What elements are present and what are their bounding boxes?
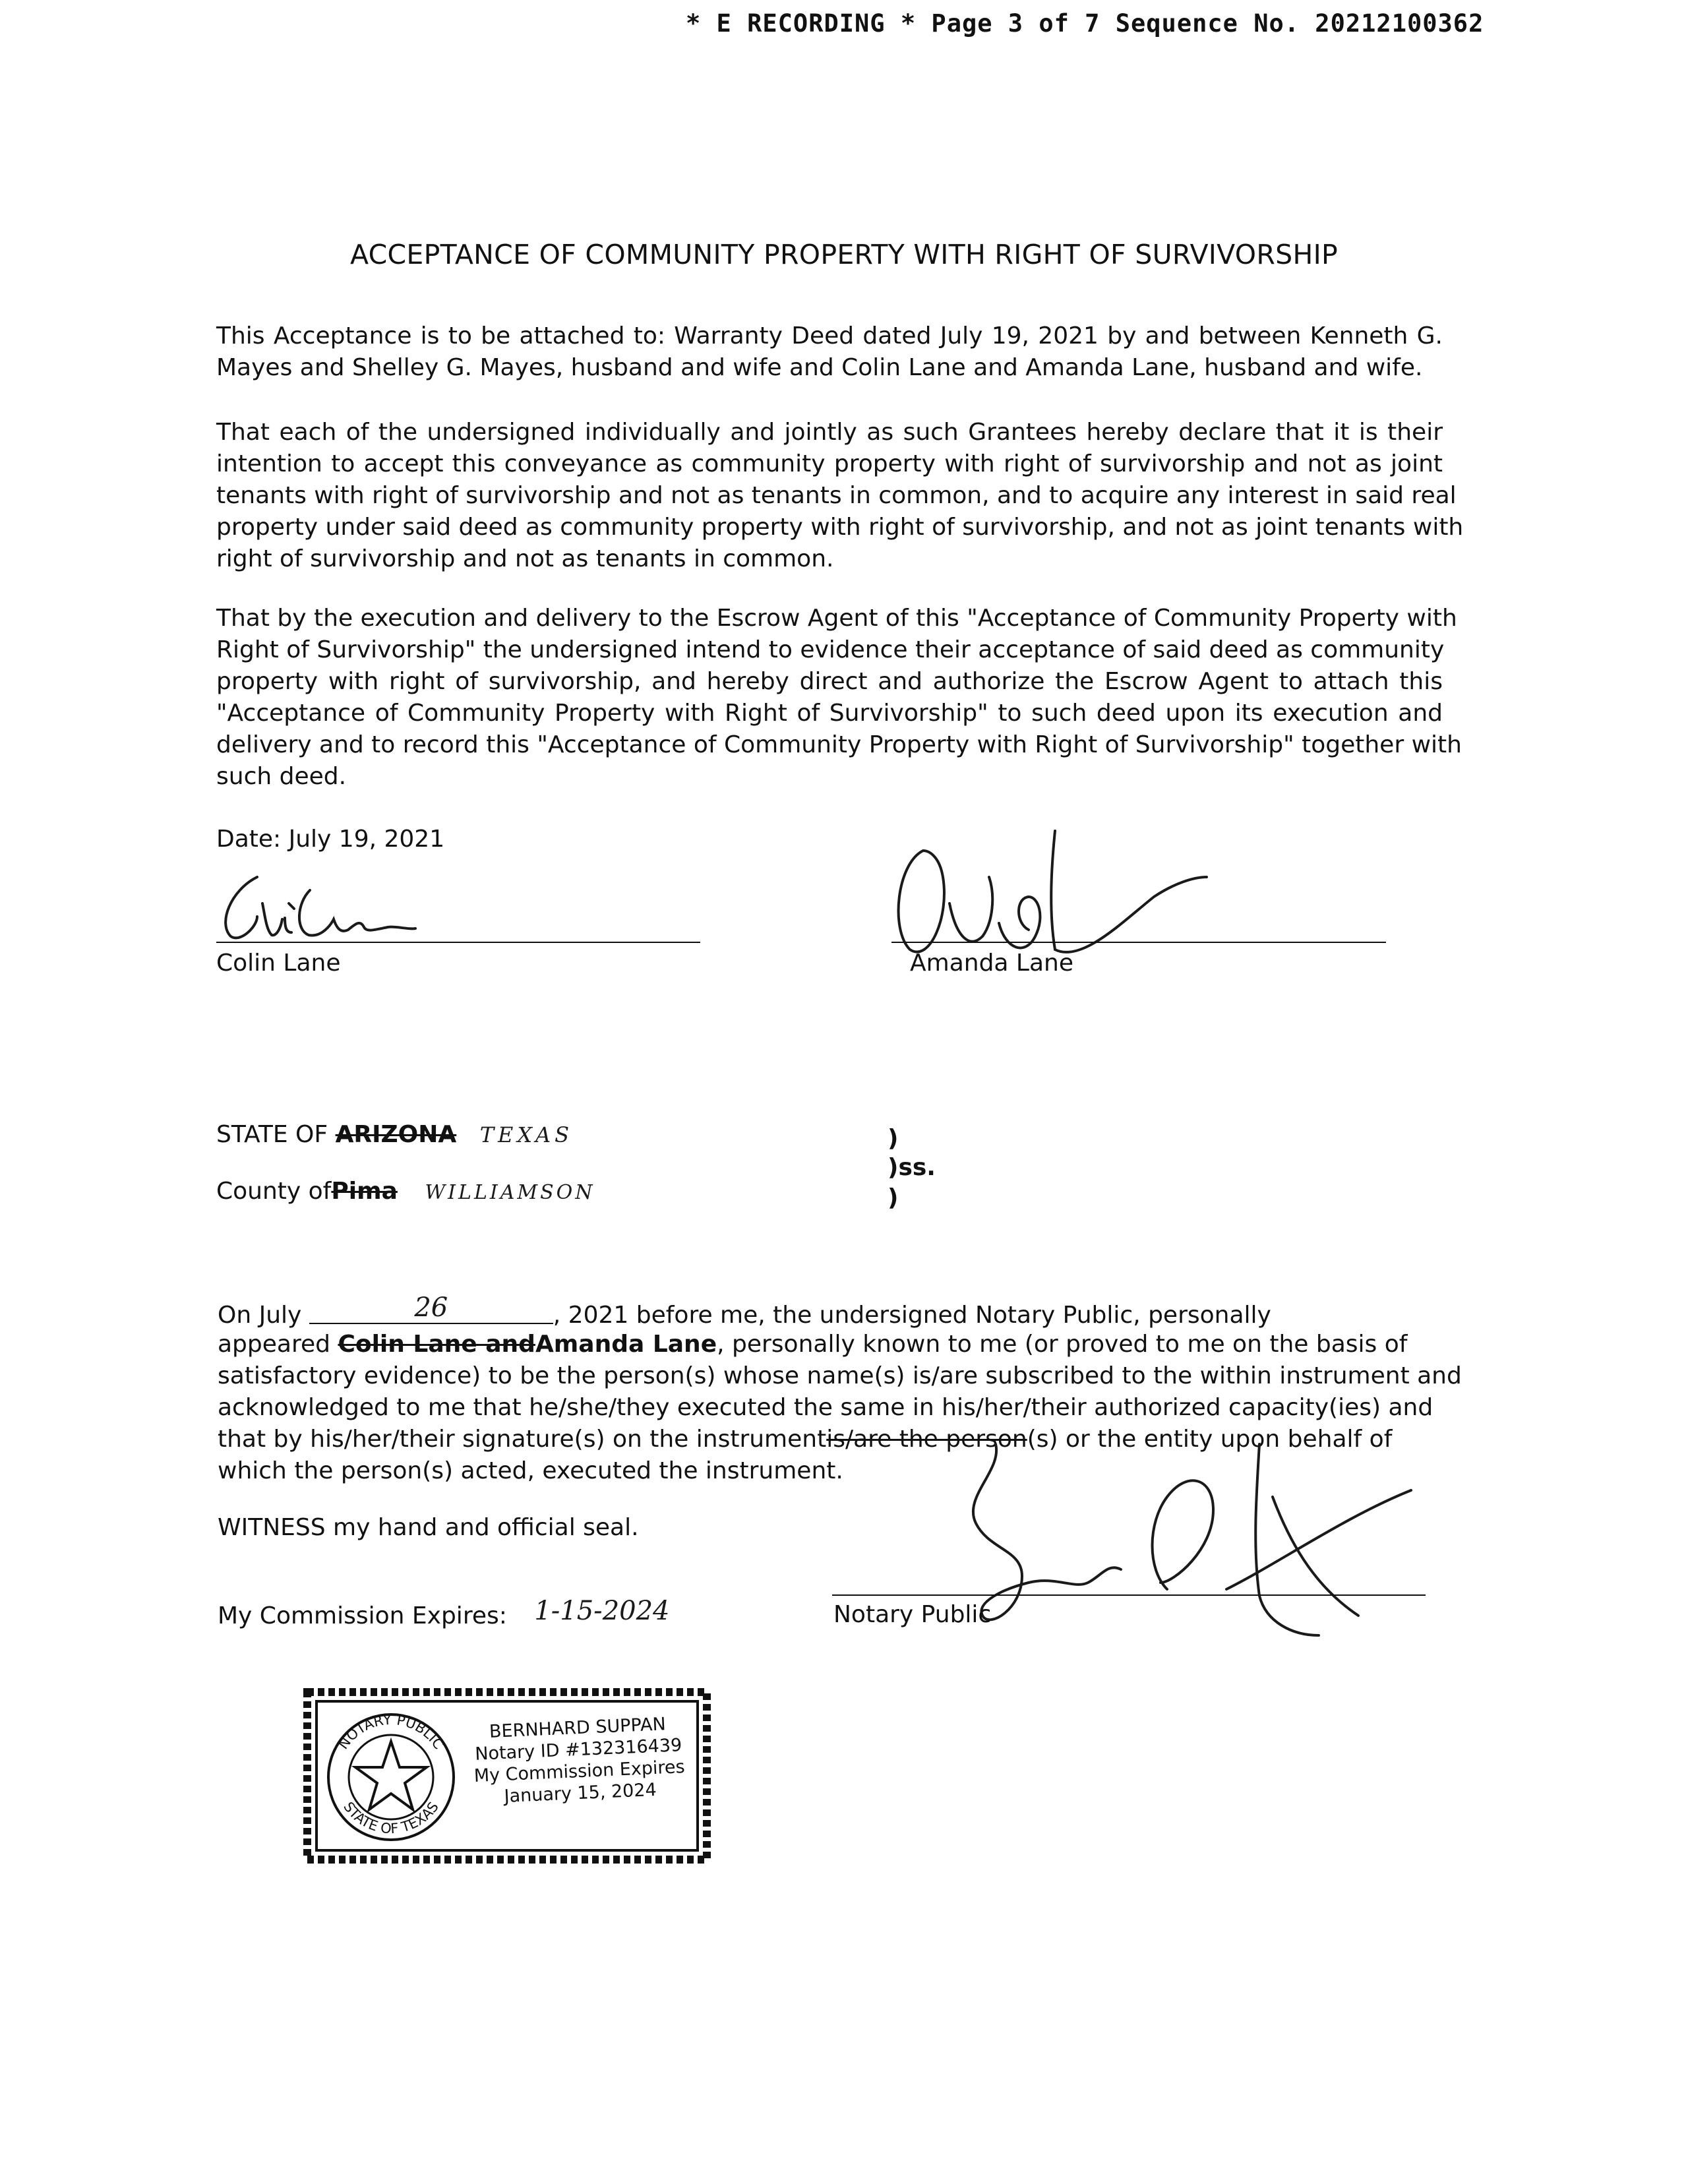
state-struck: ARIZONA: [335, 1121, 457, 1148]
paragraph-line: intention to accept this conveyance as community property with right of survivorship and not as joint: [216, 450, 1443, 477]
ack-line5-b: (s) or the entity upon behalf of: [1027, 1426, 1393, 1453]
recording-header: * E RECORDING * Page 3 of 7 Sequence No. 20212100362: [686, 9, 1484, 38]
ack-day-handwritten: 26: [414, 1292, 448, 1323]
amanda-lane-signature-line: [891, 942, 1386, 943]
paragraph-line: That each of the undersigned individually and jointly as such Grantees hereby declare that it is their: [216, 419, 1443, 446]
notary-seal-stamp: [302, 1685, 715, 1869]
county-prefix: County of: [216, 1178, 332, 1205]
paragraph-line: property with right of survivorship, and hereby direct and authorize the Escrow Agent to attach this: [216, 668, 1443, 695]
seal-ring-top-text: NOTARY PUBLIC: [335, 1711, 447, 1753]
ack-on-prefix: On July: [218, 1302, 302, 1329]
ack-appeared-name: Amanda Lane: [535, 1331, 717, 1358]
commission-handwritten-date: 1-15-2024: [534, 1596, 670, 1626]
paragraph-escrow: [216, 603, 1462, 793]
state-handwritten: TEXAS: [479, 1122, 574, 1147]
ack-appeared-struck: Colin Lane and: [338, 1331, 535, 1358]
date-line: Date: July 19, 2021: [216, 826, 445, 853]
ack-line2-rest: , personally known to me (or proved to me on the basis of: [717, 1331, 1408, 1358]
seal-expires-label: My Commission Expires: [473, 1757, 686, 1786]
county-line: [216, 1178, 595, 1205]
venue-bracket-ss: )ss.: [888, 1154, 936, 1181]
seal-notary-name: BERNHARD SUPPAN: [489, 1714, 667, 1742]
ack-after-day: , 2021 before me, the undersigned Notary Public, personally: [553, 1302, 1271, 1329]
seal-expires-date: January 15, 2024: [503, 1779, 657, 1807]
paragraph-line: right of survivorship and not as tenants in common.: [216, 545, 834, 572]
paragraph-line: such deed.: [216, 763, 347, 790]
witness-line: WITNESS my hand and official seal.: [218, 1514, 639, 1541]
commission-label: My Commission Expires:: [218, 1602, 507, 1629]
paragraph-line: "Acceptance of Community Property with Right of Survivorship" to such deed upon its execution and: [216, 700, 1443, 727]
colin-lane-name: Colin Lane: [216, 950, 341, 977]
paragraph-line: tenants with right of survivorship and not as tenants in common, and to acquire any interest in said real: [216, 482, 1457, 509]
colin-lane-signature: [211, 864, 448, 950]
paragraph-line: That by the execution and delivery to the Escrow Agent of this "Acceptance of Community Property with: [216, 605, 1457, 632]
county-handwritten: WILLIAMSON: [425, 1181, 595, 1204]
paragraph-line: Right of Survivorship" the undersigned intend to evidence their acceptance of said deed as community: [216, 636, 1445, 663]
ack-line-1: [218, 1292, 1271, 1331]
seal-text-block: [458, 1712, 699, 1809]
seal-notary-id: Notary ID #132316439: [474, 1735, 682, 1765]
amanda-lane-name: Amanda Lane: [910, 950, 1074, 977]
ack-line-6: which the person(s) acted, executed the instrument.: [218, 1457, 843, 1484]
ack-day-blank: [309, 1292, 553, 1324]
amanda-lane-signature: [884, 824, 1226, 969]
paragraph-line: property under said deed as community property with right of survivorship, and not as joint tenants with: [216, 514, 1464, 541]
venue-bracket-bottom: ): [888, 1184, 899, 1211]
colin-lane-signature-line: [216, 942, 700, 943]
paragraph-line: delivery and to record this "Acceptance of Community Property with Right of Survivorship" together with: [216, 731, 1462, 758]
ack-line-4: acknowledged to me that he/she/they executed the same in his/her/their authorized capacity(ies) and: [218, 1394, 1433, 1421]
commission-line: [218, 1596, 670, 1630]
document-title: ACCEPTANCE OF COMMUNITY PROPERTY WITH RIGHT OF SURVIVORSHIP: [349, 239, 1339, 270]
paragraph-line: Mayes and Shelley G. Mayes, husband and wife and Colin Lane and Amanda Lane, husband and wife.: [216, 354, 1423, 381]
ack-line-2: [218, 1331, 1407, 1358]
ack-line5-struck: is/are the person: [826, 1426, 1027, 1453]
state-line: [216, 1121, 573, 1148]
ack-line-3: satisfactory evidence) to be the person(s) whose name(s) is/are subscribed to the within instrument and: [218, 1362, 1462, 1389]
notary-signature-line: [832, 1594, 1426, 1596]
notary-signature: [950, 1418, 1451, 1668]
notary-public-label: Notary Public: [833, 1601, 992, 1628]
state-prefix: STATE OF: [216, 1121, 328, 1148]
ack-line5-a: that by his/her/their signature(s) on the instrument: [218, 1426, 827, 1453]
ack-appeared-prefix: appeared: [218, 1331, 330, 1358]
paragraph-line: This Acceptance is to be attached to: Warranty Deed dated July 19, 2021 by and between Kenneth G.: [216, 322, 1443, 349]
paragraph-attachment: [216, 320, 1443, 384]
county-struck: Pima: [331, 1178, 398, 1205]
seal-ring-bottom-text: STATE OF TEXAS: [340, 1799, 442, 1837]
paragraph-declaration: [216, 417, 1464, 575]
venue-bracket-top: ): [888, 1125, 899, 1152]
